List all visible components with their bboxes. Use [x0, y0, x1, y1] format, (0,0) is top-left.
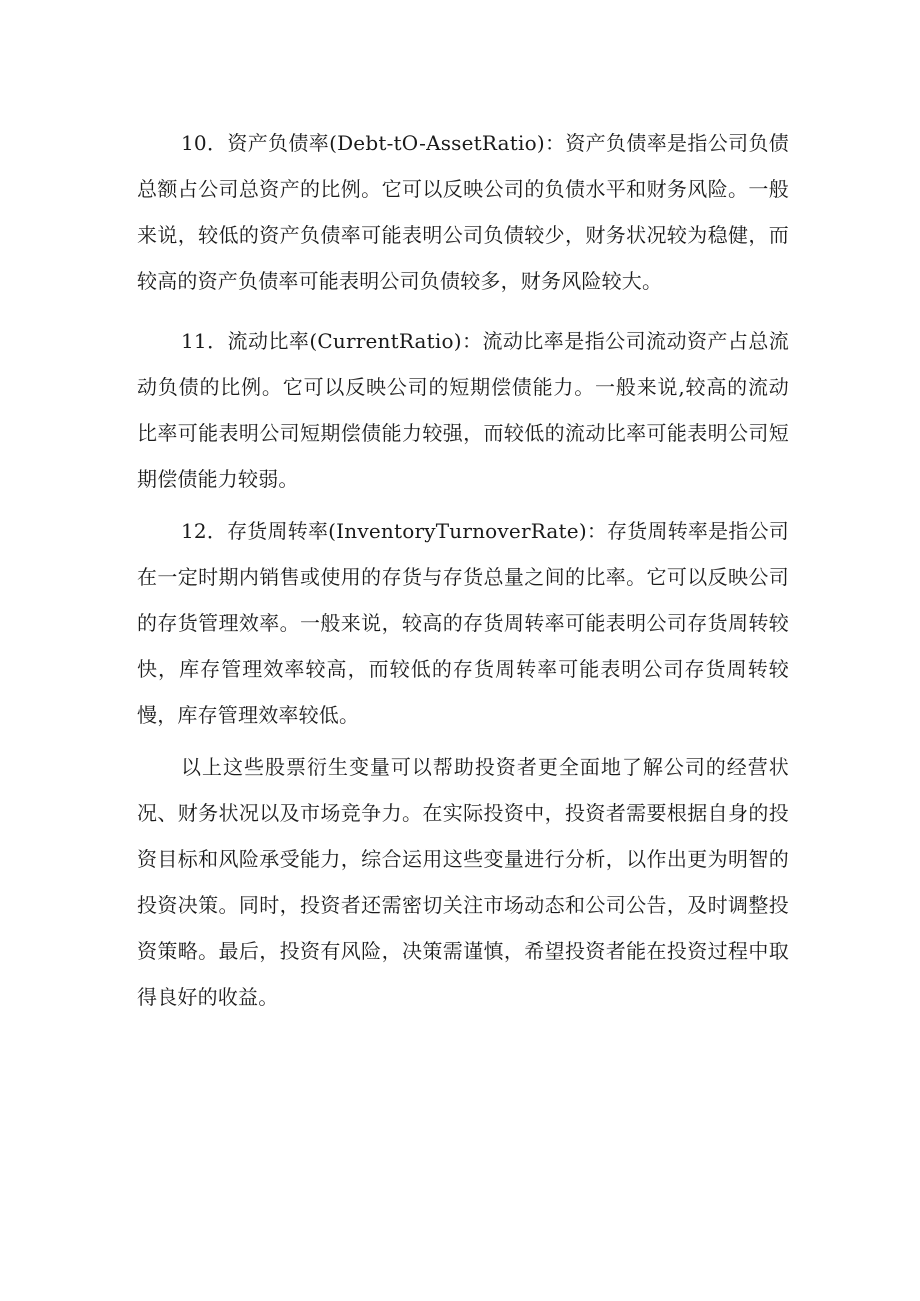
paragraph-debt-to-asset-ratio: 10．资产负债率(Debt-tO-AssetRatio)：资产负债率是指公司负债总额占公司总资产的比例。它可以反映公司的负债水平和财务风险。一般来说，较低的资产负债率可能表明公司负债较少，财务状况较为稳健，而较高的资产负债率可能表明公司负债较多，财务风险较大。 — [137, 131, 789, 293]
paragraph-inventory-turnover-rate: 12．存货周转率(InventoryTurnoverRate)：存货周转率是指公司在一定时期内销售或使用的存货与存货总量之间的比率。它可以反映公司的存货管理效率。一般来说，较高的存货周转率可能表明公司存货周转较快，库存管理效率较高，而较低的存货周转率可能表明公司存货周转较慢，库存管理效率较低。 — [137, 519, 789, 727]
paragraph-conclusion: 以上这些股票衍生变量可以帮助投资者更全面地了解公司的经营状况、财务状况以及市场竞争力。在实际投资中，投资者需要根据自身的投资目标和风险承受能力，综合运用这些变量进行分析，以作出更为明智的投资决策。同时，投资者还需密切关注市场动态和公司公告，及时调整投资策略。最后，投资有风险，决策需谨慎，希望投资者能在投资过程中取得良好的收益。 — [137, 755, 789, 1009]
paragraph-current-ratio: 11．流动比率(CurrentRatio)：流动比率是指公司流动资产占总流动负债的比例。它可以反映公司的短期偿债能力。一般来说,较高的流动比率可能表明公司短期偿债能力较强，而较低的流动比率可能表明公司短期偿债能力较弱。 — [137, 329, 789, 491]
